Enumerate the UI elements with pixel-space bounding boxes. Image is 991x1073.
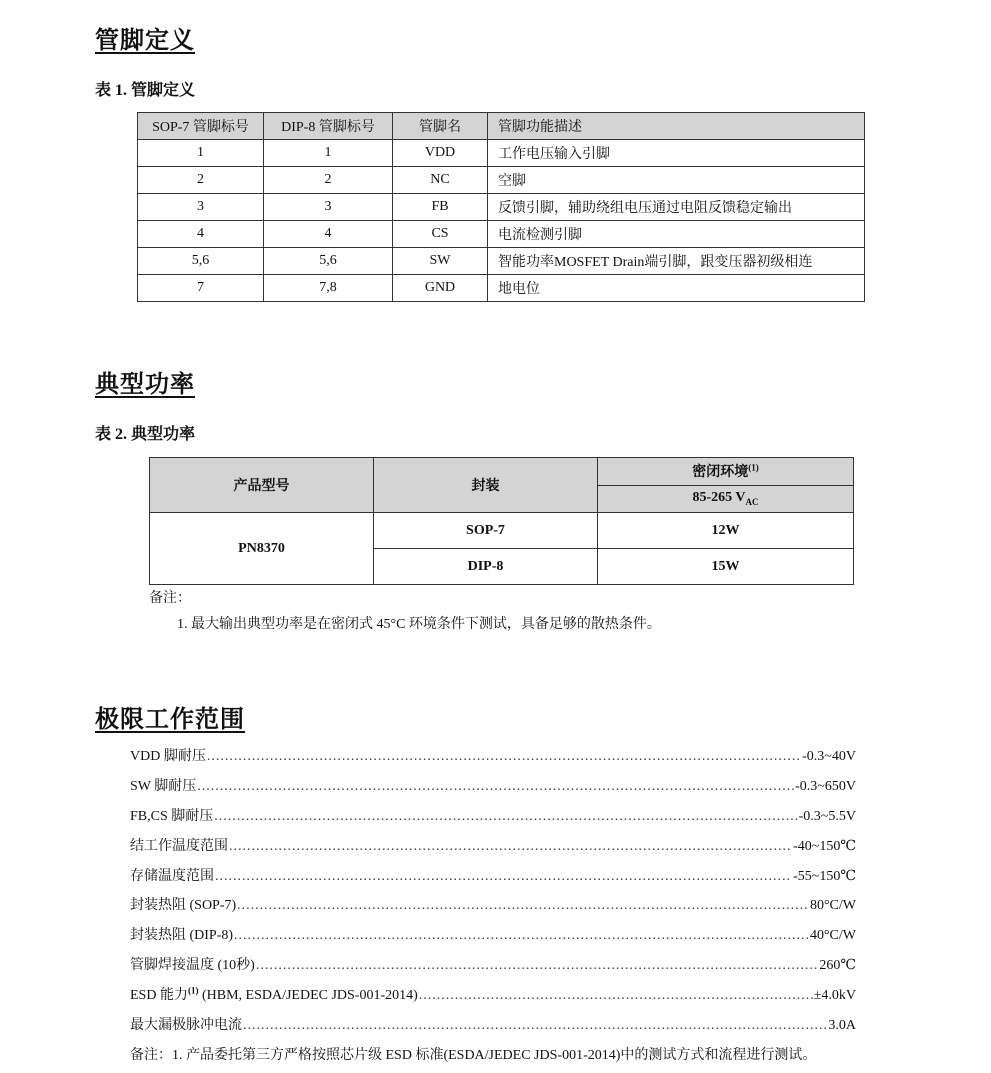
cell-dip8: 7,8	[264, 275, 393, 302]
list-item	[130, 1014, 856, 1034]
power-table-caption: 表 2. 典型功率	[95, 426, 196, 443]
list-item	[130, 865, 856, 885]
cell-pin-name: SW	[393, 248, 488, 275]
rating-value: -0.3~5.5V	[798, 809, 856, 824]
cell-function: 地电位	[488, 275, 865, 302]
cell-package: DIP-8	[374, 549, 598, 585]
list-item	[130, 745, 856, 765]
header-sop7: SOP-7 管脚标号	[138, 113, 264, 140]
rating-label: 封装热阻 (DIP-8)	[130, 928, 234, 943]
list-item	[130, 775, 856, 795]
cell-function: 电流检测引脚	[488, 221, 865, 248]
power-note-1: 1. 最大输出典型功率是在密闭式 45°C 环境条件下测试，具备足够的散热条件。	[177, 617, 661, 632]
list-item	[130, 835, 856, 855]
leader-dots	[234, 928, 809, 944]
leader-dots	[243, 1018, 827, 1034]
list-item	[130, 894, 856, 914]
leader-dots	[197, 779, 794, 795]
pin-definition-title: 管脚定义	[95, 28, 195, 54]
rating-value: 80°C/W	[809, 898, 856, 913]
absolute-max-ratings-title: 极限工作范围	[95, 707, 245, 733]
header-pin-name: 管脚名	[393, 113, 488, 140]
table-row	[138, 248, 865, 275]
table-row	[138, 140, 865, 167]
rating-label: 封装热阻 (SOP-7)	[130, 898, 237, 913]
rating-label: SW 脚耐压	[130, 779, 197, 794]
typical-power-title: 典型功率	[95, 372, 195, 398]
leader-dots	[215, 869, 792, 885]
cell-dip8: 1	[264, 140, 393, 167]
cell-power: 12W	[598, 513, 854, 549]
rating-label: FB,CS 脚耐压	[130, 809, 214, 824]
cell-dip8: 3	[264, 194, 393, 221]
cell-sop7: 1	[138, 140, 264, 167]
cell-power: 15W	[598, 549, 854, 585]
header-product-model: 产品型号	[150, 458, 374, 513]
pin-definition-table	[137, 112, 865, 302]
cell-dip8: 5,6	[264, 248, 393, 275]
header-dip8: DIP-8 管脚标号	[264, 113, 393, 140]
cell-product-model: PN8370	[150, 513, 374, 585]
power-note-label: 备注：	[149, 591, 191, 606]
rating-label: 最大漏极脉冲电流	[130, 1018, 242, 1033]
pin-table-caption: 表 1. 管脚定义	[95, 82, 196, 99]
table-row	[138, 194, 865, 221]
cell-function: 智能功率MOSFET Drain端引脚，跟变压器初级相连	[488, 248, 865, 275]
leader-dots	[237, 898, 809, 914]
cell-pin-name: NC	[393, 167, 488, 194]
cell-package: SOP-7	[374, 513, 598, 549]
rating-label: 管脚焊接温度 (10秒)	[130, 958, 255, 973]
rating-value: -0.3~40V	[802, 749, 856, 764]
list-item	[130, 805, 856, 825]
cell-dip8: 4	[264, 221, 393, 248]
cell-function: 空脚	[488, 167, 865, 194]
rating-value: 260℃	[819, 958, 856, 973]
cell-sop7: 3	[138, 194, 264, 221]
table-row	[138, 167, 865, 194]
cell-sop7: 2	[138, 167, 264, 194]
leader-dots	[419, 988, 813, 1004]
typical-power-table	[149, 457, 854, 585]
leader-dots	[256, 958, 819, 974]
rating-label: ESD 能力$^{(1)}$ (HBM, ESDA/JEDEC JDS-001-2014)	[130, 985, 418, 1003]
cell-sop7: 5,6	[138, 248, 264, 275]
rating-label: 结工作温度范围	[130, 839, 228, 854]
rating-value: ±4.0kV	[813, 988, 856, 1003]
cell-pin-name: VDD	[393, 140, 488, 167]
table-header-row	[150, 458, 854, 486]
header-package: 封装	[374, 458, 598, 513]
list-item	[130, 924, 856, 944]
cell-pin-name: FB	[393, 194, 488, 221]
cell-dip8: 2	[264, 167, 393, 194]
header-voltage-range: 85-265 $V_{AC}$	[598, 485, 854, 513]
cell-function: 工作电压输入引脚	[488, 140, 865, 167]
rating-value: -0.3~650V	[795, 779, 856, 794]
rating-label: VDD 脚耐压	[130, 749, 206, 764]
cell-sop7: 4	[138, 221, 264, 248]
leader-dots	[207, 749, 801, 765]
cell-pin-name: CS	[393, 221, 488, 248]
rating-value: 3.0A	[828, 1018, 856, 1033]
table-header-row	[138, 113, 865, 140]
list-item	[130, 954, 856, 974]
table-row	[150, 513, 854, 549]
rating-label: 存储温度范围	[130, 869, 214, 884]
cell-function: 反馈引脚，辅助绕组电压通过电阻反馈稳定输出	[488, 194, 865, 221]
table-row	[138, 221, 865, 248]
esd-note: 备注：1. 产品委托第三方严格按照芯片级 ESD 标准(ESDA/JEDEC JDS-001-2014)中的测试方式和流程进行测试。	[130, 1048, 817, 1063]
rating-value: -55~150℃	[793, 869, 856, 884]
leader-dots	[214, 809, 797, 825]
header-pin-function: 管脚功能描述	[488, 113, 865, 140]
header-sealed-env: 密闭环境$^{(1)}$	[598, 458, 854, 486]
list-item	[130, 984, 856, 1004]
leader-dots	[229, 839, 792, 855]
rating-value: 40°C/W	[809, 928, 856, 943]
table-row	[138, 275, 865, 302]
cell-pin-name: GND	[393, 275, 488, 302]
rating-value: -40~150℃	[793, 839, 856, 854]
cell-sop7: 7	[138, 275, 264, 302]
